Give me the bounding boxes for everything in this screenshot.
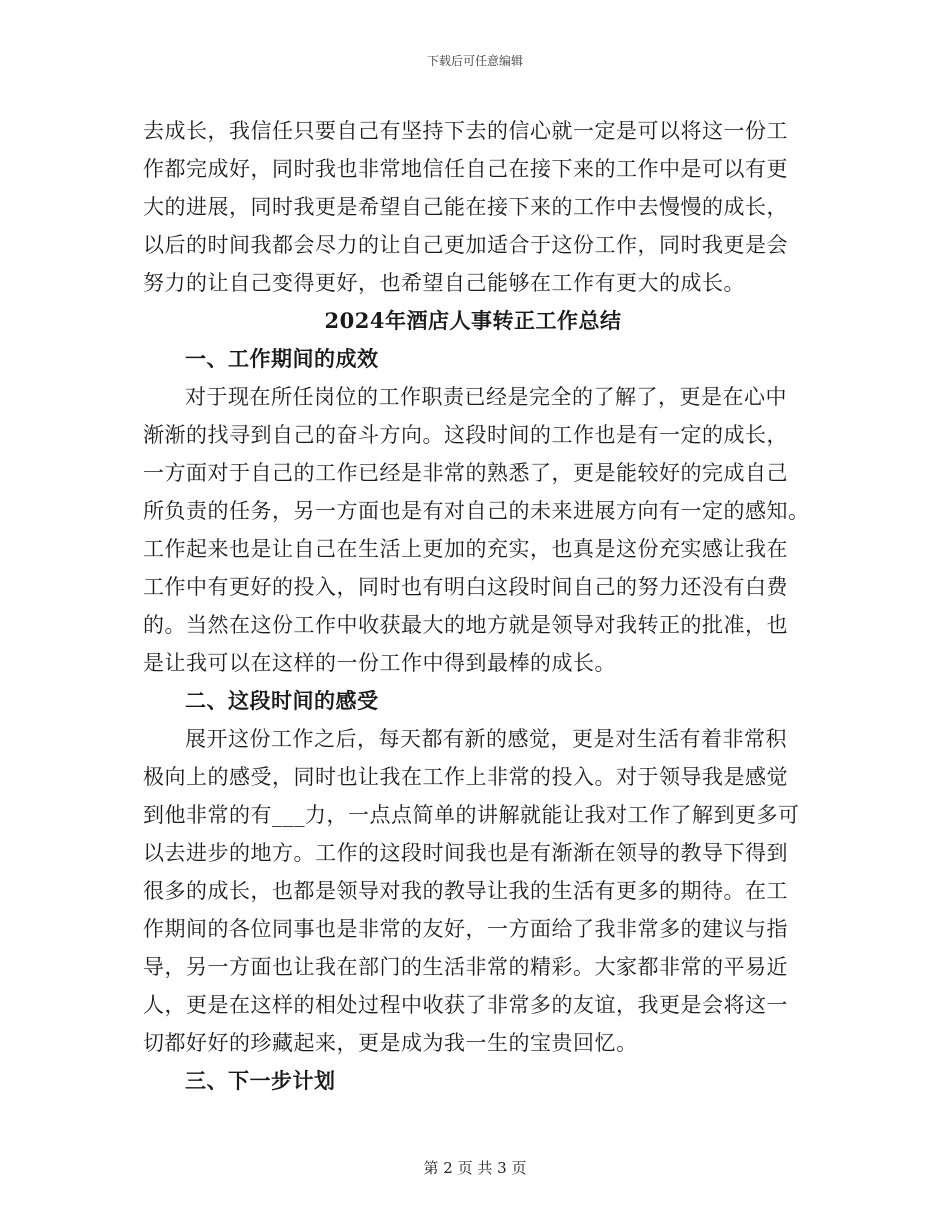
- body-text-line: 导，另一方面也让我在部门的生活非常的精彩。大家都非常的平易近: [143, 955, 788, 979]
- body-text-line: 一方面对于自己的工作已经是非常的熟悉了，更是能较好的完成自己: [143, 461, 788, 485]
- document-title: 2024年酒店人事转正工作总结: [324, 308, 622, 333]
- body-text-line: 切都好好的珍藏起来，更是成为我一生的宝贵回忆。: [143, 1031, 638, 1055]
- body-text-line: 以后的时间我都会尽力的让自己更加适合于这份工作，同时我更是会: [143, 233, 788, 257]
- paragraph-start-line: 对于现在所任岗位的工作职责已经是完全的了解了，更是在心中: [185, 385, 787, 409]
- body-text-line: 工作起来也是让自己在生活上更加的充实，也真是这份充实感让我在: [143, 537, 788, 561]
- body-text-line: 的。当然在这份工作中收获最大的地方就是领导对我转正的批准，也: [143, 613, 788, 637]
- body-text-line: 很多的成长，也都是领导对我的教导让我的生活有更多的期待。在工: [143, 879, 788, 903]
- body-text-line: 工作中有更好的投入，同时也有明白这段时间自己的努力还没有白费: [143, 575, 788, 599]
- body-text-line: 作都完成好，同时我也非常地信任自己在接下来的工作中是可以有更: [143, 157, 788, 181]
- section-heading: 二、这段时间的感受: [185, 688, 379, 713]
- section-heading: 一、工作期间的成效: [185, 346, 379, 371]
- document-body: [143, 112, 810, 1100]
- body-text-line: 渐渐的找寻到自己的奋斗方向。这段时间的工作也是有一定的成长，: [143, 423, 788, 447]
- body-text-line: 人，更是在这样的相处过程中收获了非常多的友谊，我更是会将这一: [143, 993, 788, 1017]
- body-text-line: 所负责的任务，另一方面也是有对自己的未来进展方向有一定的感知。: [143, 499, 810, 523]
- body-text-line: 去成长，我信任只要自己有坚持下去的信心就一定是可以将这一份工: [143, 119, 788, 143]
- page-header-note: 下载后可任意编辑: [426, 54, 523, 68]
- body-text-line: 努力的让自己变得更好，也希望自己能够在工作有更大的成长。: [143, 271, 745, 295]
- paragraph-start-line: 展开这份工作之后，每天都有新的感觉，更是对生活有着非常积: [185, 727, 787, 751]
- section-heading: 三、下一步计划: [185, 1068, 336, 1093]
- body-text-line: 大的进展，同时我更是希望自己能在接下来的工作中去慢慢的成长，: [143, 195, 788, 219]
- body-text-line: 到他非常的有___力，一点点简单的讲解就能让我对工作了解到更多可: [143, 803, 800, 827]
- page-number-footer: 第 2 页 共 3 页: [423, 1159, 527, 1177]
- body-text-line: 是让我可以在这样的一份工作中得到最棒的成长。: [143, 651, 616, 675]
- body-text-line: 作期间的各位同事也是非常的友好，一方面给了我非常多的建议与指: [143, 917, 788, 941]
- body-text-line: 以去进步的地方。工作的这段时间我也是有渐渐在领导的教导下得到: [143, 841, 788, 865]
- body-text-line: 极向上的感受，同时也让我在工作上非常的投入。对于领导我是感觉: [143, 765, 788, 789]
